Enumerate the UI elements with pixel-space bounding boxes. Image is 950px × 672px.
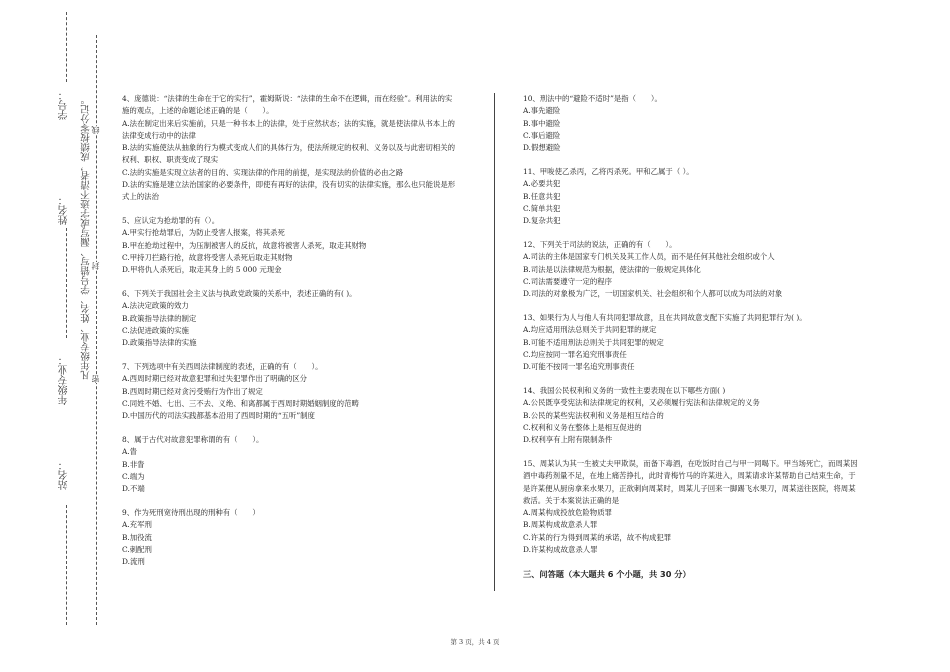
question-stem: 9、作为死刑宽待刑出现的刑种有（ ） xyxy=(122,508,260,518)
write-line-student-no xyxy=(66,12,67,82)
question-option: B.政策指导法律的制定 xyxy=(122,313,197,323)
question-option: B.甲在抢劫过程中，为压制被害人的反抗，故意将被害人杀死，取走其财物 xyxy=(122,240,367,250)
name-label: 姓名： xyxy=(59,195,70,225)
question-option: D.权利享有上附有限制条件 xyxy=(523,435,613,445)
section-three-title: 三、问答题（本大题共 6 个小题，共 30 分） xyxy=(523,568,691,579)
question-stem: 10、刑法中的“避险不适时”是指（ ）。 xyxy=(523,94,662,103)
school-label: 站名： xyxy=(59,460,70,490)
question-option: C.许某的行为得到周某的承诺，故不构成犯罪 xyxy=(523,532,672,542)
question-option: A.事先避险 xyxy=(523,106,561,116)
question-option: B.事中避险 xyxy=(523,118,561,128)
question-option: D.复杂共犯 xyxy=(523,216,561,226)
question-stem: 4、庞德说：“法律的生命在于它的实行”，霍姆斯说：“法律的生命不在逻辑，而在经验”。利用法的实施的观点，上述的命题论述正确的是（ ）。 xyxy=(122,94,453,116)
question-option: A.法决定政策的效力 xyxy=(122,301,189,311)
question-option: C.法的实施是实现立法者的目的、实现法律的作用的前提，是实现法的价值的必由之路 xyxy=(122,167,404,177)
question-option: B.西周时期已经对贪污受贿行为作出了规定 xyxy=(122,386,263,396)
question-stem: 12、下列关于司法的说法，正确的有（ ）。 xyxy=(523,239,677,249)
grade-major-label: 年级专业： xyxy=(59,355,70,405)
question-option: D.法的实施是建立法治国家的必要条件，即使有再好的法律，没有切实的法律实施，那么也只能说是形式上的法治 xyxy=(122,180,456,202)
question-option: C.甲持刀拦路行抢，故意将受害人杀死后取走其财物 xyxy=(122,253,293,263)
question-option: C.司法需要遵守一定的程序 xyxy=(523,276,613,286)
question-option: C.简单共犯 xyxy=(523,203,561,213)
question-option: B.非眚 xyxy=(122,459,145,469)
question-option: A.均应适用刑法总则关于共同犯罪的规定 xyxy=(523,325,657,335)
question-option: A.法在制定出来后实施前，只是一种书本上的法律，处于应然状态；法的实施，就是使法律从书本上的法律变成行动中的法律 xyxy=(122,118,455,140)
question-stem: 13、如果行为人与他人有共同犯罪故意，且在共同故意支配下实施了共同犯罪行为( )。 xyxy=(523,312,807,322)
question-option: D.政策指导法律的实施 xyxy=(122,338,197,348)
question-option: D.中国历代的司法实践都基本沿用了西周时期的“五听”制度 xyxy=(122,411,315,421)
question-item xyxy=(523,239,858,300)
question-stem: 11、甲唆使乙杀丙，乙将丙杀死。甲和乙属于（ ）。 xyxy=(523,166,694,176)
question-stem: 15、周某认为其一生被丈夫甲欺误，而备下毒酒，在吃饭时自己与甲一同喝下。甲当场死亡，而周某因酒中毒药剂量不足，在地上痛苦挣扎，此时青梅竹马的许某进入，周某请求许某帮助自己结束生命，于是许某便从厨房拿来水果刀，正欲刺向周某时，周某儿子回来一脚踢飞水果刀，周某送往医院，将周某救活。关于本案说法正确的是 xyxy=(523,458,858,505)
question-option: A.司法的主体是国家专门机关及其工作人员，而不是任何其他社会组织或个人 xyxy=(523,252,775,262)
question-option: A.公民既享受宪法和法律规定的权利，又必须履行宪法和法律规定的义务 xyxy=(523,398,760,408)
question-option: A.充军刑 xyxy=(122,520,152,530)
write-line-school xyxy=(66,505,67,625)
grading-notice: 凡年级专业、姓名、学号错写、漏写或字迹不清者，成绩按零分记。 xyxy=(81,95,92,380)
question-option: D.不端 xyxy=(122,484,145,494)
question-item xyxy=(122,93,457,204)
question-option: D.甲将仇人杀死后，取走其身上的 5 000 元现金 xyxy=(122,265,282,275)
column-divider xyxy=(494,93,495,591)
question-option: A.甲实行抢劫罪后，为防止受害人报案，将其杀死 xyxy=(122,228,285,238)
question-option: C.事后避险 xyxy=(523,130,561,140)
question-option: B.可能不适用刑法总则关于共同犯罪的规定 xyxy=(523,337,664,347)
question-option: C.权利和义务在整体上是相互促进的 xyxy=(523,422,642,432)
left-question-column xyxy=(122,93,457,580)
question-option: D.假想避险 xyxy=(523,143,561,153)
seal-mark-seal: 封 xyxy=(91,262,100,270)
question-option: A.眚 xyxy=(122,447,138,457)
question-option: C.法促进政策的实施 xyxy=(122,326,189,336)
right-question-column xyxy=(523,93,858,580)
question-item xyxy=(523,312,858,373)
question-option: A.周某构成投放危险物质罪 xyxy=(523,508,612,518)
question-option: D.可能不按同一罪名追究刑事责任 xyxy=(523,362,635,372)
question-option: A.西周时期已经对故意犯罪和过失犯罪作出了明确的区分 xyxy=(122,374,308,384)
question-item xyxy=(122,215,457,276)
question-stem: 8、属于古代对故意犯罪称谓的有（ ）。 xyxy=(122,435,264,445)
question-item xyxy=(122,434,457,495)
question-item xyxy=(523,458,858,556)
question-option: C.均应按同一罪名追究刑事责任 xyxy=(523,349,627,359)
question-option: B.公民的某些宪法权利和义务是相互结合的 xyxy=(523,410,664,420)
right-question-list xyxy=(523,93,858,556)
question-item xyxy=(122,361,457,422)
question-option: B.任意共犯 xyxy=(523,191,561,201)
question-stem: 5、应认定为抢劫罪的有（）。 xyxy=(122,216,220,226)
question-stem: 7、下列选项中有关西周法律制度的表述，正确的有（ ）。 xyxy=(122,362,323,372)
question-option: B.加役流 xyxy=(122,532,152,542)
seal-mark-dense: 密 xyxy=(91,375,100,383)
write-line-name xyxy=(66,228,67,338)
question-option: D.司法的对象极为广泛，一切国家机关、社会组织和个人都可以成为司法的对象 xyxy=(523,289,783,299)
question-option: D.流刑 xyxy=(122,557,145,567)
question-option: A.必要共犯 xyxy=(523,179,561,189)
question-stem: 14、我国公民权利和义务的一致性主要表现在以下哪些方面( ) xyxy=(523,385,726,395)
question-item xyxy=(523,385,858,446)
student-no-label: 学号： xyxy=(59,90,70,120)
seal-line xyxy=(96,35,97,625)
question-item xyxy=(122,507,457,568)
seal-mark-line: 线 xyxy=(91,126,100,134)
question-stem: 6、下列关于我国社会主义法与执政党政策的关系中，表述正确的有( )。 xyxy=(122,289,357,299)
question-option: C.同姓不婚、七出、三不去、义绝、和离都属于西周时期婚姻制度的范畴 xyxy=(122,399,359,409)
binding-margin xyxy=(0,0,110,672)
question-option: B.司法是以法律规范为根据，使法律的一般规定具体化 xyxy=(523,264,701,274)
question-option: C.刺配刑 xyxy=(122,545,152,554)
question-item xyxy=(523,166,858,227)
question-option: B.法的实施使法从抽象的行为模式变成人们的具体行为，使法所规定的权利、义务以及与此密切相关的权利、职权、职责变成了现实 xyxy=(122,143,455,165)
question-item xyxy=(122,288,457,349)
question-option: D.许某构成故意杀人罪 xyxy=(523,545,598,554)
question-option: C.端为 xyxy=(122,472,145,482)
page-footer: 第 3 页，共 4 页 xyxy=(450,638,500,646)
question-option: B.周某构成故意杀人罪 xyxy=(523,520,598,530)
question-item xyxy=(523,93,858,154)
